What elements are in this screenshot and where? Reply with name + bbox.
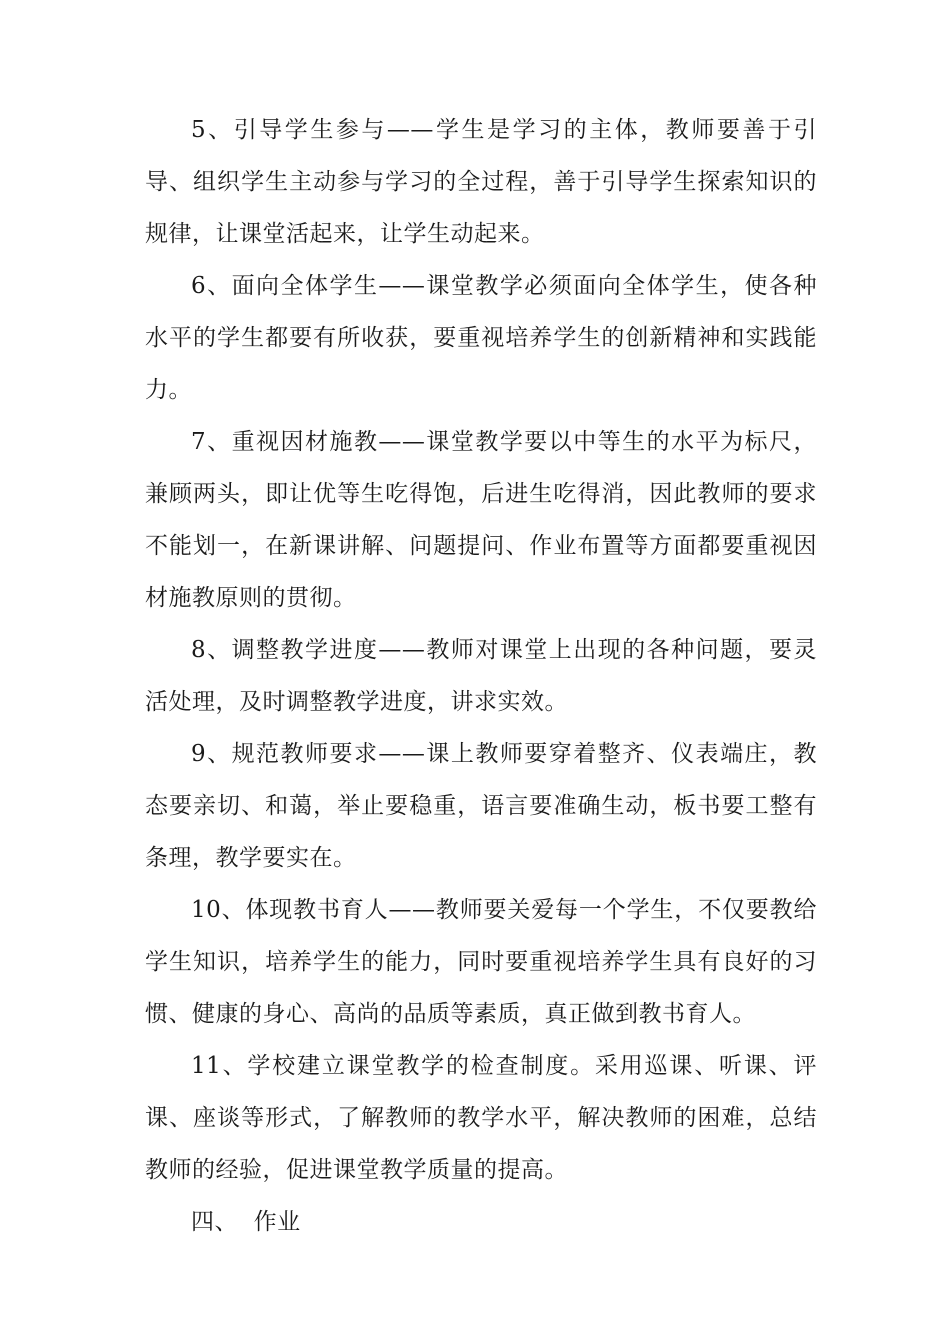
- paragraph-item-5: 5、引导学生参与——学生是学习的主体，教师要善于引导、组织学生主动参与学习的全过程，善于引导学生探索知识的规律，让课堂活起来，让学生动起来。: [145, 117, 817, 247]
- section-heading: 四、 作业: [191, 1209, 301, 1235]
- paragraph-item-10: 10、体现教书育人——教师要关爱每一个学生，不仅要教给学生知识，培养学生的能力，同时要重视培养学生具有良好的习惯、健康的身心、高尚的品质等素质，真正做到教书育人。: [145, 897, 817, 1027]
- paragraph-item-11: 11、学校建立课堂教学的检查制度。采用巡课、听课、评课、座谈等形式，了解教师的教学水平，解决教师的困难，总结教师的经验，促进课堂教学质量的提高。: [145, 1053, 817, 1183]
- paragraph-item-7: 7、重视因材施教——课堂教学要以中等生的水平为标尺，兼顾两头，即让优等生吃得饱，后进生吃得消，因此教师的要求不能划一，在新课讲解、问题提问、作业布置等方面都要重视因材施教原则的贯彻。: [145, 429, 817, 611]
- document-body: [145, 104, 817, 1248]
- paragraph-item-6: 6、面向全体学生——课堂教学必须面向全体学生，使各种水平的学生都要有所收获，要重视培养学生的创新精神和实践能力。: [145, 273, 817, 403]
- paragraph-item-8: 8、调整教学进度——教师对课堂上出现的各种问题，要灵活处理，及时调整教学进度，讲求实效。: [145, 637, 817, 715]
- paragraph-item-9: 9、规范教师要求——课上教师要穿着整齐、仪表端庄，教态要亲切、和蔼，举止要稳重，语言要准确生动，板书要工整有条理，教学要实在。: [145, 741, 817, 871]
